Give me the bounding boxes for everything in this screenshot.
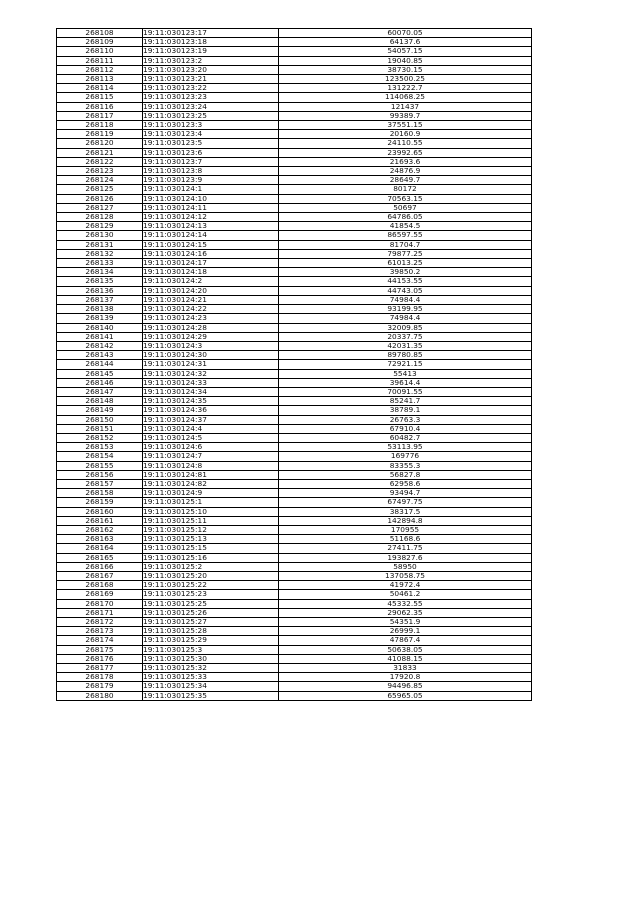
table-row xyxy=(57,56,532,65)
row-id-cell: 268116 xyxy=(57,102,143,111)
cadastral-number-cell: 19:11:030124:30 xyxy=(143,351,279,360)
table-row xyxy=(57,433,532,442)
cadastral-number-cell: 19:11:030124:82 xyxy=(143,479,279,488)
cadastral-number-cell: 19:11:030124:81 xyxy=(143,470,279,479)
table-row xyxy=(57,535,532,544)
row-id-cell: 268154 xyxy=(57,452,143,461)
table-row xyxy=(57,599,532,608)
cadastral-number-cell: 19:11:030124:15 xyxy=(143,240,279,249)
value-cell: 28649.7 xyxy=(279,176,532,185)
value-cell: 45332.55 xyxy=(279,599,532,608)
table-row xyxy=(57,645,532,654)
table-row xyxy=(57,295,532,304)
row-id-cell: 268175 xyxy=(57,645,143,654)
row-id-cell: 268146 xyxy=(57,378,143,387)
cadastral-number-cell: 19:11:030124:37 xyxy=(143,415,279,424)
value-cell: 51168.6 xyxy=(279,535,532,544)
value-cell: 39614.4 xyxy=(279,378,532,387)
cadastral-number-cell: 19:11:030123:7 xyxy=(143,157,279,166)
row-id-cell: 268151 xyxy=(57,424,143,433)
cadastral-number-cell: 19:11:030123:21 xyxy=(143,75,279,84)
row-id-cell: 268119 xyxy=(57,130,143,139)
table-row xyxy=(57,369,532,378)
cadastral-number-cell: 19:11:030123:25 xyxy=(143,111,279,120)
cadastral-number-cell: 19:11:030124:16 xyxy=(143,249,279,258)
cadastral-number-cell: 19:11:030124:9 xyxy=(143,489,279,498)
row-id-cell: 268180 xyxy=(57,691,143,700)
value-cell: 19040.85 xyxy=(279,56,532,65)
cadastral-number-cell: 19:11:030123:20 xyxy=(143,65,279,74)
row-id-cell: 268133 xyxy=(57,259,143,268)
cadastral-number-cell: 19:11:030124:10 xyxy=(143,194,279,203)
value-cell: 47867.4 xyxy=(279,636,532,645)
value-cell: 24110.55 xyxy=(279,139,532,148)
cadastral-number-cell: 19:11:030123:19 xyxy=(143,47,279,56)
row-id-cell: 268127 xyxy=(57,203,143,212)
value-cell: 93199.95 xyxy=(279,305,532,314)
value-cell: 83355.3 xyxy=(279,461,532,470)
cadastral-number-cell: 19:11:030124:8 xyxy=(143,461,279,470)
row-id-cell: 268122 xyxy=(57,157,143,166)
value-cell: 114068.25 xyxy=(279,93,532,102)
value-cell: 54057.15 xyxy=(279,47,532,56)
table-row xyxy=(57,65,532,74)
row-id-cell: 268126 xyxy=(57,194,143,203)
value-cell: 37551.15 xyxy=(279,121,532,130)
value-cell: 170955 xyxy=(279,525,532,534)
cadastral-number-cell: 19:11:030125:1 xyxy=(143,498,279,507)
cadastral-number-cell: 19:11:030125:16 xyxy=(143,553,279,562)
row-id-cell: 268163 xyxy=(57,535,143,544)
value-cell: 32009.85 xyxy=(279,323,532,332)
value-cell: 38730.15 xyxy=(279,65,532,74)
value-cell: 56827.8 xyxy=(279,470,532,479)
row-id-cell: 268167 xyxy=(57,571,143,580)
cadastral-number-cell: 19:11:030123:23 xyxy=(143,93,279,102)
value-cell: 42031.35 xyxy=(279,341,532,350)
value-cell: 23992.65 xyxy=(279,148,532,157)
value-cell: 54351.9 xyxy=(279,618,532,627)
value-cell: 81704.7 xyxy=(279,240,532,249)
table-row xyxy=(57,673,532,682)
cadastral-number-cell: 19:11:030124:32 xyxy=(143,369,279,378)
row-id-cell: 268161 xyxy=(57,516,143,525)
table-row xyxy=(57,259,532,268)
table-row xyxy=(57,618,532,627)
value-cell: 85241.7 xyxy=(279,397,532,406)
value-cell: 142894.8 xyxy=(279,516,532,525)
cadastral-number-cell: 19:11:030123:2 xyxy=(143,56,279,65)
value-cell: 80172 xyxy=(279,185,532,194)
row-id-cell: 268171 xyxy=(57,608,143,617)
row-id-cell: 268152 xyxy=(57,433,143,442)
row-id-cell: 268149 xyxy=(57,406,143,415)
table-row xyxy=(57,47,532,56)
table-row xyxy=(57,664,532,673)
table-row xyxy=(57,268,532,277)
value-cell: 137058.75 xyxy=(279,571,532,580)
table-row xyxy=(57,130,532,139)
cadastral-number-cell: 19:11:030124:1 xyxy=(143,185,279,194)
row-id-cell: 268168 xyxy=(57,581,143,590)
table-row xyxy=(57,203,532,212)
row-id-cell: 268157 xyxy=(57,479,143,488)
value-cell: 20160.9 xyxy=(279,130,532,139)
row-id-cell: 268156 xyxy=(57,470,143,479)
row-id-cell: 268110 xyxy=(57,47,143,56)
cadastral-number-cell: 19:11:030123:24 xyxy=(143,102,279,111)
value-cell: 64137.6 xyxy=(279,38,532,47)
table-row xyxy=(57,38,532,47)
row-id-cell: 268158 xyxy=(57,489,143,498)
value-cell: 70563.15 xyxy=(279,194,532,203)
cadastral-number-cell: 19:11:030125:30 xyxy=(143,654,279,663)
row-id-cell: 268153 xyxy=(57,443,143,452)
table-row xyxy=(57,581,532,590)
cadastral-number-cell: 19:11:030124:4 xyxy=(143,424,279,433)
cadastral-number-cell: 19:11:030125:35 xyxy=(143,691,279,700)
value-cell: 26999.1 xyxy=(279,627,532,636)
cadastral-number-cell: 19:11:030123:3 xyxy=(143,121,279,130)
table-row xyxy=(57,240,532,249)
row-id-cell: 268125 xyxy=(57,185,143,194)
row-id-cell: 268179 xyxy=(57,682,143,691)
table-row xyxy=(57,102,532,111)
table-row xyxy=(57,571,532,580)
row-id-cell: 268109 xyxy=(57,38,143,47)
row-id-cell: 268124 xyxy=(57,176,143,185)
row-id-cell: 268155 xyxy=(57,461,143,470)
cadastral-number-cell: 19:11:030123:5 xyxy=(143,139,279,148)
cadastral-number-cell: 19:11:030124:18 xyxy=(143,268,279,277)
value-cell: 41972.4 xyxy=(279,581,532,590)
row-id-cell: 268118 xyxy=(57,121,143,130)
table-row xyxy=(57,75,532,84)
row-id-cell: 268136 xyxy=(57,286,143,295)
row-id-cell: 268134 xyxy=(57,268,143,277)
table-row xyxy=(57,489,532,498)
table-row xyxy=(57,351,532,360)
value-cell: 53113.95 xyxy=(279,443,532,452)
value-cell: 62958.6 xyxy=(279,479,532,488)
value-cell: 79877.25 xyxy=(279,249,532,258)
table-row xyxy=(57,286,532,295)
table-row xyxy=(57,305,532,314)
value-cell: 27411.75 xyxy=(279,544,532,553)
cadastral-number-cell: 19:11:030124:28 xyxy=(143,323,279,332)
row-id-cell: 268141 xyxy=(57,332,143,341)
row-id-cell: 268160 xyxy=(57,507,143,516)
value-cell: 65965.05 xyxy=(279,691,532,700)
row-id-cell: 268139 xyxy=(57,314,143,323)
table-row xyxy=(57,277,532,286)
value-cell: 24876.9 xyxy=(279,167,532,176)
cadastral-number-cell: 19:11:030124:13 xyxy=(143,222,279,231)
cadastral-number-cell: 19:11:030124:23 xyxy=(143,314,279,323)
table-row xyxy=(57,332,532,341)
row-id-cell: 268145 xyxy=(57,369,143,378)
value-cell: 50638.05 xyxy=(279,645,532,654)
value-cell: 58950 xyxy=(279,562,532,571)
table-row xyxy=(57,397,532,406)
value-cell: 41088.15 xyxy=(279,654,532,663)
value-cell: 67497.75 xyxy=(279,498,532,507)
table-row xyxy=(57,443,532,452)
row-id-cell: 268112 xyxy=(57,65,143,74)
table-row xyxy=(57,562,532,571)
row-id-cell: 268143 xyxy=(57,351,143,360)
row-id-cell: 268165 xyxy=(57,553,143,562)
row-id-cell: 268169 xyxy=(57,590,143,599)
value-cell: 38317.5 xyxy=(279,507,532,516)
table-row xyxy=(57,525,532,534)
value-cell: 70091.55 xyxy=(279,387,532,396)
table-row xyxy=(57,636,532,645)
cadastral-number-cell: 19:11:030125:25 xyxy=(143,599,279,608)
table-row xyxy=(57,470,532,479)
row-id-cell: 268173 xyxy=(57,627,143,636)
row-id-cell: 268150 xyxy=(57,415,143,424)
cadastral-number-cell: 19:11:030125:33 xyxy=(143,673,279,682)
cadastral-number-cell: 19:11:030124:5 xyxy=(143,433,279,442)
cadastral-number-cell: 19:11:030124:11 xyxy=(143,203,279,212)
value-cell: 61013.25 xyxy=(279,259,532,268)
cadastral-number-cell: 19:11:030123:6 xyxy=(143,148,279,157)
value-cell: 50697 xyxy=(279,203,532,212)
row-id-cell: 268128 xyxy=(57,213,143,222)
row-id-cell: 268137 xyxy=(57,295,143,304)
cadastral-number-cell: 19:11:030125:26 xyxy=(143,608,279,617)
row-id-cell: 268147 xyxy=(57,387,143,396)
row-id-cell: 268129 xyxy=(57,222,143,231)
table-row xyxy=(57,387,532,396)
cadastral-number-cell: 19:11:030124:7 xyxy=(143,452,279,461)
table-row xyxy=(57,194,532,203)
cadastral-number-cell: 19:11:030124:12 xyxy=(143,213,279,222)
cadastral-number-cell: 19:11:030124:21 xyxy=(143,295,279,304)
table-row xyxy=(57,452,532,461)
row-id-cell: 268162 xyxy=(57,525,143,534)
table-row xyxy=(57,590,532,599)
table-row xyxy=(57,185,532,194)
cadastral-number-cell: 19:11:030125:15 xyxy=(143,544,279,553)
table-row xyxy=(57,608,532,617)
value-cell: 74984.4 xyxy=(279,314,532,323)
table-row xyxy=(57,84,532,93)
cadastral-number-cell: 19:11:030123:9 xyxy=(143,176,279,185)
cadastral-number-cell: 19:11:030124:2 xyxy=(143,277,279,286)
table-row xyxy=(57,111,532,120)
cadastral-number-cell: 19:11:030125:3 xyxy=(143,645,279,654)
table-row xyxy=(57,553,532,562)
cadastral-number-cell: 19:11:030125:2 xyxy=(143,562,279,571)
value-cell: 72921.15 xyxy=(279,360,532,369)
row-id-cell: 268148 xyxy=(57,397,143,406)
row-id-cell: 268111 xyxy=(57,56,143,65)
value-cell: 67910.4 xyxy=(279,424,532,433)
row-id-cell: 268176 xyxy=(57,654,143,663)
row-id-cell: 268117 xyxy=(57,111,143,120)
table-row xyxy=(57,507,532,516)
table-row xyxy=(57,157,532,166)
value-cell: 17920.8 xyxy=(279,673,532,682)
table-row xyxy=(57,249,532,258)
table-row xyxy=(57,29,532,38)
table-row xyxy=(57,498,532,507)
cadastral-number-cell: 19:11:030124:29 xyxy=(143,332,279,341)
table-row xyxy=(57,176,532,185)
value-cell: 93494.7 xyxy=(279,489,532,498)
cadastral-number-cell: 19:11:030124:14 xyxy=(143,231,279,240)
row-id-cell: 268164 xyxy=(57,544,143,553)
row-id-cell: 268135 xyxy=(57,277,143,286)
cadastral-number-cell: 19:11:030124:33 xyxy=(143,378,279,387)
value-cell: 121437 xyxy=(279,102,532,111)
table-row xyxy=(57,360,532,369)
value-cell: 74984.4 xyxy=(279,295,532,304)
cadastral-number-cell: 19:11:030124:35 xyxy=(143,397,279,406)
table-row xyxy=(57,682,532,691)
table-body xyxy=(57,29,532,701)
cadastral-number-cell: 19:11:030124:17 xyxy=(143,259,279,268)
table-row xyxy=(57,121,532,130)
value-cell: 44153.55 xyxy=(279,277,532,286)
value-cell: 26763.3 xyxy=(279,415,532,424)
row-id-cell: 268177 xyxy=(57,664,143,673)
cadastral-number-cell: 19:11:030123:17 xyxy=(143,29,279,38)
row-id-cell: 268120 xyxy=(57,139,143,148)
value-cell: 86597.55 xyxy=(279,231,532,240)
row-id-cell: 268138 xyxy=(57,305,143,314)
row-id-cell: 268159 xyxy=(57,498,143,507)
cadastral-number-cell: 19:11:030125:20 xyxy=(143,571,279,580)
table-row xyxy=(57,148,532,157)
cadastral-number-cell: 19:11:030124:6 xyxy=(143,443,279,452)
cadastral-number-cell: 19:11:030125:28 xyxy=(143,627,279,636)
table-row xyxy=(57,544,532,553)
cadastral-number-cell: 19:11:030125:11 xyxy=(143,516,279,525)
table-row xyxy=(57,627,532,636)
cadastral-number-cell: 19:11:030124:31 xyxy=(143,360,279,369)
row-id-cell: 268115 xyxy=(57,93,143,102)
value-cell: 89780.85 xyxy=(279,351,532,360)
row-id-cell: 268132 xyxy=(57,249,143,258)
table-row xyxy=(57,654,532,663)
table-row xyxy=(57,415,532,424)
value-cell: 60482.7 xyxy=(279,433,532,442)
cadastral-number-cell: 19:11:030125:34 xyxy=(143,682,279,691)
cadastral-number-cell: 19:11:030123:18 xyxy=(143,38,279,47)
value-cell: 44743.05 xyxy=(279,286,532,295)
cadastral-number-cell: 19:11:030124:36 xyxy=(143,406,279,415)
row-id-cell: 268108 xyxy=(57,29,143,38)
cadastral-number-cell: 19:11:030124:22 xyxy=(143,305,279,314)
row-id-cell: 268174 xyxy=(57,636,143,645)
table-row xyxy=(57,314,532,323)
value-cell: 99389.7 xyxy=(279,111,532,120)
row-id-cell: 268178 xyxy=(57,673,143,682)
value-cell: 39850.2 xyxy=(279,268,532,277)
value-cell: 131222.7 xyxy=(279,84,532,93)
cadastral-number-cell: 19:11:030124:34 xyxy=(143,387,279,396)
table-row xyxy=(57,479,532,488)
cadastral-number-cell: 19:11:030123:8 xyxy=(143,167,279,176)
row-id-cell: 268142 xyxy=(57,341,143,350)
row-id-cell: 268121 xyxy=(57,148,143,157)
cadastral-number-cell: 19:11:030123:22 xyxy=(143,84,279,93)
value-cell: 123500.25 xyxy=(279,75,532,84)
cadastral-number-cell: 19:11:030125:13 xyxy=(143,535,279,544)
cadastral-number-cell: 19:11:030125:12 xyxy=(143,525,279,534)
table-row xyxy=(57,139,532,148)
value-cell: 94496.85 xyxy=(279,682,532,691)
cadastral-number-cell: 19:11:030125:27 xyxy=(143,618,279,627)
row-id-cell: 268140 xyxy=(57,323,143,332)
table-row xyxy=(57,424,532,433)
table-row xyxy=(57,461,532,470)
table-row xyxy=(57,691,532,700)
value-cell: 64786.05 xyxy=(279,213,532,222)
value-cell: 38789.1 xyxy=(279,406,532,415)
value-cell: 55413 xyxy=(279,369,532,378)
row-id-cell: 268166 xyxy=(57,562,143,571)
row-id-cell: 268130 xyxy=(57,231,143,240)
value-cell: 193827.6 xyxy=(279,553,532,562)
row-id-cell: 268170 xyxy=(57,599,143,608)
cadastral-number-cell: 19:11:030124:3 xyxy=(143,341,279,350)
row-id-cell: 268144 xyxy=(57,360,143,369)
value-cell: 21693.6 xyxy=(279,157,532,166)
data-table xyxy=(56,28,532,701)
row-id-cell: 268113 xyxy=(57,75,143,84)
value-cell: 169776 xyxy=(279,452,532,461)
row-id-cell: 268131 xyxy=(57,240,143,249)
table-row xyxy=(57,213,532,222)
cadastral-number-cell: 19:11:030125:10 xyxy=(143,507,279,516)
cadastral-number-cell: 19:11:030123:4 xyxy=(143,130,279,139)
cadastral-number-cell: 19:11:030125:22 xyxy=(143,581,279,590)
value-cell: 20337.75 xyxy=(279,332,532,341)
table-row xyxy=(57,341,532,350)
row-id-cell: 268114 xyxy=(57,84,143,93)
cadastral-number-cell: 19:11:030125:29 xyxy=(143,636,279,645)
value-cell: 50461.2 xyxy=(279,590,532,599)
value-cell: 60070.05 xyxy=(279,29,532,38)
value-cell: 31833 xyxy=(279,664,532,673)
table-row xyxy=(57,231,532,240)
table-row xyxy=(57,93,532,102)
row-id-cell: 268172 xyxy=(57,618,143,627)
cadastral-number-cell: 19:11:030125:32 xyxy=(143,664,279,673)
cadastral-number-cell: 19:11:030125:23 xyxy=(143,590,279,599)
table-row xyxy=(57,323,532,332)
table-row xyxy=(57,167,532,176)
row-id-cell: 268123 xyxy=(57,167,143,176)
value-cell: 29062.35 xyxy=(279,608,532,617)
cadastral-number-cell: 19:11:030124:20 xyxy=(143,286,279,295)
table-row xyxy=(57,222,532,231)
table-row xyxy=(57,378,532,387)
table-row xyxy=(57,406,532,415)
value-cell: 41854.5 xyxy=(279,222,532,231)
table-row xyxy=(57,516,532,525)
